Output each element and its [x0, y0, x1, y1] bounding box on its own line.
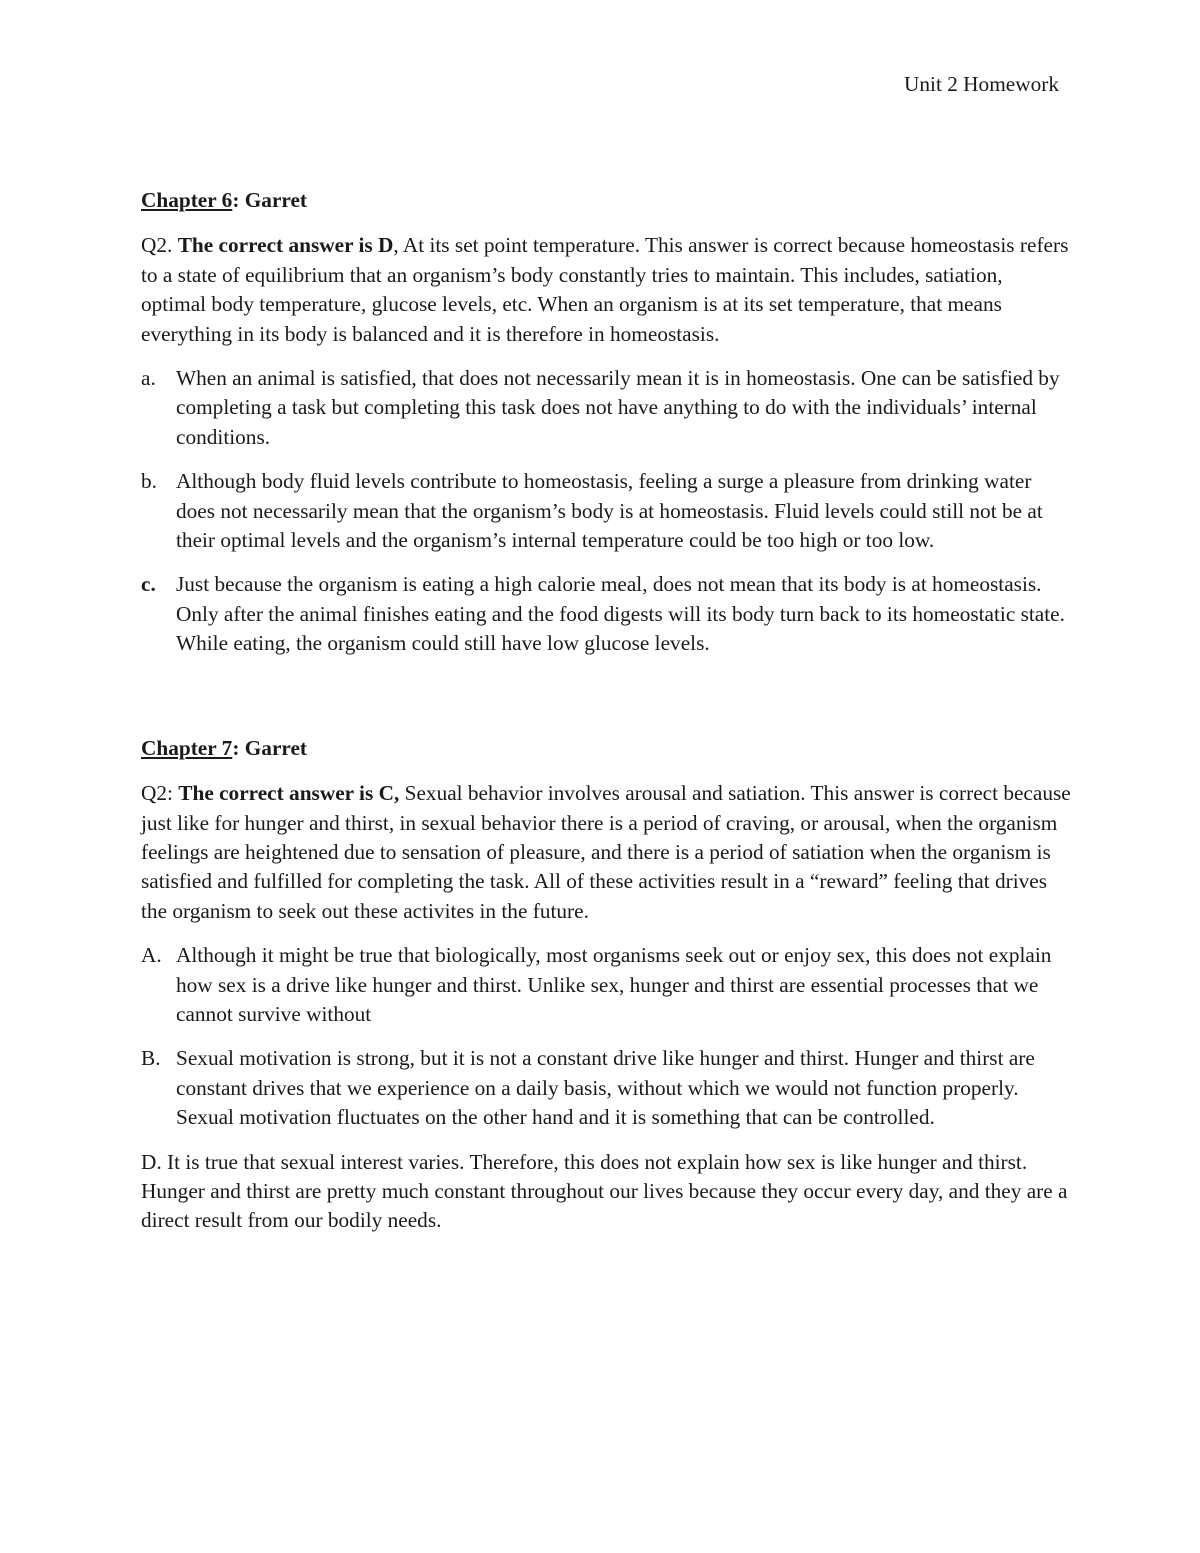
option-B [141, 1044, 1071, 1132]
option-A [141, 941, 1071, 1029]
option-marker: b. [141, 469, 157, 494]
chapter-6-question [141, 231, 1071, 349]
option-text: Although it might be true that biologically, most organisms seek out or enjoy sex, this does not explain how sex is a drive like hunger and thirst. Unlike sex, hunger and thirst are essential processes that we cannot survive without [176, 943, 1052, 1026]
option-marker: a. [141, 366, 156, 391]
option-a [141, 364, 1071, 452]
question-number: Q2: [141, 781, 179, 806]
correct-answer-statement: The correct answer is D [177, 233, 394, 258]
chapter-7-heading [141, 734, 1071, 763]
option-text: Just because the organism is eating a high calorie meal, does not mean that its body is at homeostasis. Only after the animal finishes eating and the food digests will its body turn back to its homeostatic state. While eating, the organism could still have low glucose levels. [176, 572, 1065, 656]
chapter-6-author: : Garret [232, 188, 308, 212]
document-body [141, 186, 1071, 1251]
option-marker: A. [141, 943, 162, 968]
option-text: Sexual motivation is strong, but it is not a constant drive like hunger and thirst. Hunger and thirst are constant drives that we experience on a daily basis, without which we would not function properly. Sexual motivation fluctuates on the other hand and it is something that can be controlled. [176, 1046, 1035, 1130]
option-text: Although body fluid levels contribute to homeostasis, feeling a surge a pleasure from drinking water does not necessarily mean that the organism’s body is at homeostasis. Fluid levels could still not be at their optimal levels and the organism’s internal temperature could be too high or too low. [176, 469, 1043, 553]
section-spacer [141, 674, 1071, 734]
page-header: Unit 2 Homework [904, 72, 1059, 96]
correct-answer-statement: The correct answer is C, [178, 781, 400, 806]
answer-explanation: Sexual behavior involves arousal and satiation. This answer is correct because just like for hunger and thirst, in sexual behavior there is a period of craving, or arousal, when the organism feelings are heightened due to sensation of pleasure, and there is a period of satiation when the organism is satisfied and fulfilled for completing the task. All of these activities result in a “reward” feeling that drives the organism to seek out these activites in the future. [141, 781, 1071, 923]
option-text: When an animal is satisfied, that does not necessarily mean it is in homeostasis. One can be satisfied by completing a task but completing this task does not have anything to do with the individuals’ internal conditions. [176, 366, 1060, 449]
chapter-6-heading [141, 186, 1071, 215]
answer-explanation: , At its set point temperature. This answer is correct because homeostasis refers to a state of equilibrium that an organism’s body constantly tries to maintain. This includes, satiation, optimal body temperature, glucose levels, etc. When an organism is at its set temperature, that means everything in its body is balanced and it is therefore in homeostasis. [141, 233, 1069, 346]
option-c [141, 570, 1071, 658]
option-D-paragraph: D. It is true that sexual interest varies. Therefore, this does not explain how sex is like hunger and thirst. Hunger and thirst are pretty much constant throughout our lives because they occur every day, and they are a direct result from our bodily needs. [141, 1149, 1068, 1233]
question-number: Q2. [141, 233, 178, 258]
option-b [141, 467, 1071, 555]
option-marker: B. [141, 1046, 161, 1071]
chapter-7-author: : Garret [232, 735, 308, 760]
chapter-7-title: Chapter 7 [141, 735, 233, 760]
chapter-7-question [141, 779, 1071, 926]
option-marker: c. [141, 572, 156, 597]
chapter-6-title: Chapter 6 [141, 188, 233, 212]
